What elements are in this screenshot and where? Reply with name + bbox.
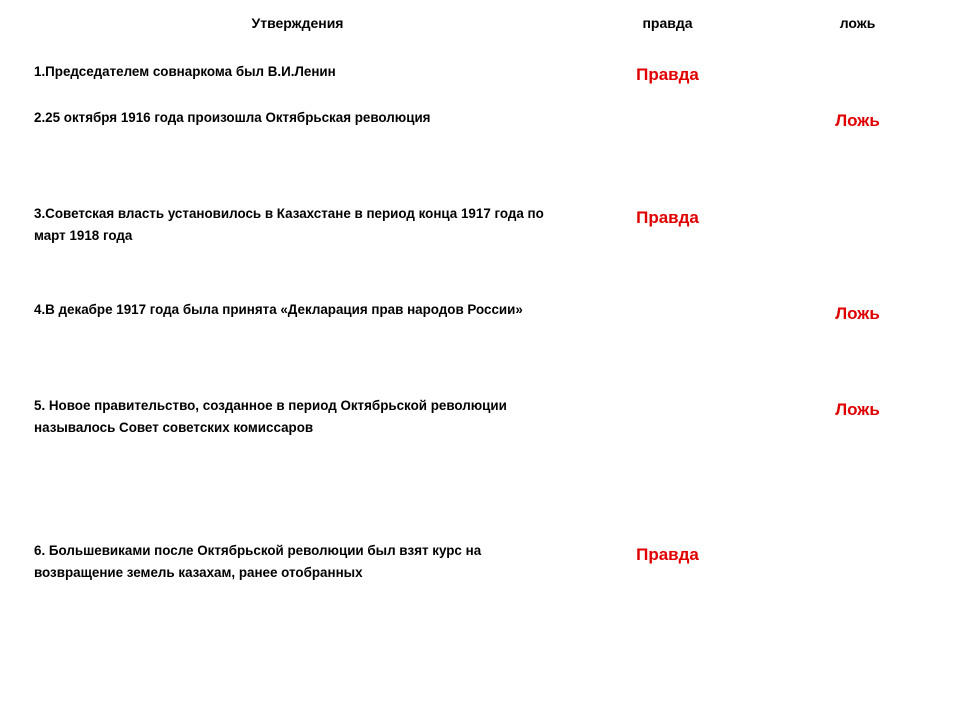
answer-1: Правда xyxy=(636,65,699,84)
header-true: правда xyxy=(642,15,693,31)
statement-3: 3.Советская власть установилось в Казахстане в период конца 1917 года по март 1918 года xyxy=(34,206,544,243)
statement-6: 6. Большевиками после Октябрьской революции был взят курс на возвращение земель казахам, ранее отобранных xyxy=(34,543,482,580)
answer-5: Ложь xyxy=(835,400,880,419)
header-statements: Утверждения xyxy=(251,15,344,31)
answer-6: Правда xyxy=(636,545,699,564)
statement-2: 2.25 октября 1916 года произошла Октябрьская революция xyxy=(34,110,431,125)
answer-2: Ложь xyxy=(835,111,880,130)
statement-1: 1.Председателем совнаркома был В.И.Ленин xyxy=(34,64,336,79)
statement-5: 5. Новое правительство, созданное в период Октябрьской революции называлось Совет советских комиссаров xyxy=(34,398,507,435)
header-false: ложь xyxy=(839,15,876,31)
answer-4: Ложь xyxy=(835,304,880,323)
statement-4: 4.В декабре 1917 года была принята «Декларация прав народов России» xyxy=(34,302,523,317)
answer-3: Правда xyxy=(636,208,699,227)
